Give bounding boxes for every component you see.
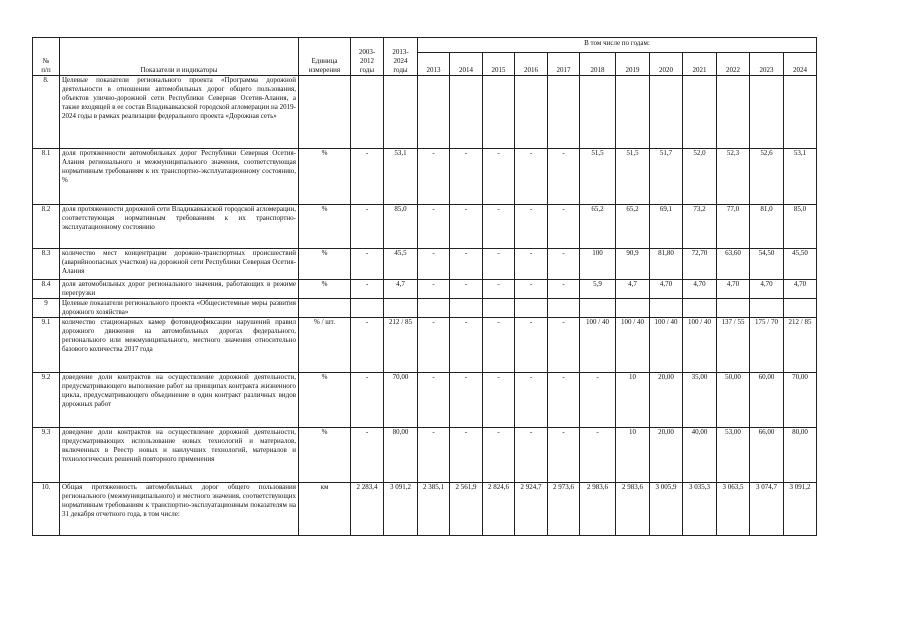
value-cell: 45,5	[384, 249, 418, 280]
value-cell: -	[515, 249, 548, 280]
unit-cell: %	[299, 205, 351, 249]
value-cell: 51,7	[650, 149, 683, 205]
value-cell: 52,3	[717, 149, 750, 205]
value-cell: 40,00	[683, 428, 717, 483]
unit-cell: % / шт.	[299, 318, 351, 373]
value-cell: -	[515, 318, 548, 373]
value-cell: 100	[580, 249, 616, 280]
table-row	[33, 483, 817, 536]
value-cell: -	[548, 428, 580, 483]
row-number: 10.	[33, 483, 60, 536]
value-cell: 100 / 40	[580, 318, 616, 373]
value-cell: 2 824,6	[483, 483, 515, 536]
value-cell: -	[418, 249, 450, 280]
value-cell: -	[548, 205, 580, 249]
value-cell: -	[483, 373, 515, 428]
value-cell: 3 035,3	[683, 483, 717, 536]
value-cell: 85,0	[384, 205, 418, 249]
value-cell: 4,70	[784, 280, 817, 299]
value-cell	[616, 76, 650, 149]
indicator-name: доля автомобильных дорог регионального значения, работающих в режиме перегрузки	[60, 280, 299, 299]
header-period-2013-2024: 2013- 2024 годы	[384, 38, 418, 76]
value-cell: 212 / 85	[784, 318, 817, 373]
value-cell: -	[548, 149, 580, 205]
value-cell: -	[418, 318, 450, 373]
value-cell: 65,2	[616, 205, 650, 249]
value-cell: -	[351, 249, 384, 280]
unit-cell: %	[299, 149, 351, 205]
indicators-table	[32, 37, 817, 536]
indicator-name: доля протяженности автомобильных дорог Республики Северная Осетия-Алания регионального и межмуниципального значения, соответствующая нормативным требованиям к их транспортно-эксплуатационному состоянию, %	[60, 149, 299, 205]
header-by-years: В том числе по годам:	[418, 38, 817, 53]
value-cell: -	[548, 280, 580, 299]
value-cell	[717, 76, 750, 149]
unit-cell	[299, 299, 351, 318]
header-year: 2017	[548, 52, 580, 75]
header-year: 2013	[418, 52, 450, 75]
header-year: 2023	[750, 52, 784, 75]
value-cell: 2 385,1	[418, 483, 450, 536]
value-cell	[784, 299, 817, 318]
unit-cell: %	[299, 249, 351, 280]
row-number: 9	[33, 299, 60, 318]
value-cell: -	[580, 373, 616, 428]
value-cell: 80,00	[384, 428, 418, 483]
value-cell: 72,70	[683, 249, 717, 280]
value-cell: -	[450, 149, 483, 205]
value-cell: 2 983,6	[580, 483, 616, 536]
value-cell	[351, 299, 384, 318]
value-cell	[351, 76, 384, 149]
table-row	[33, 205, 817, 249]
value-cell	[450, 299, 483, 318]
value-cell: 3 074,7	[750, 483, 784, 536]
value-cell: -	[351, 205, 384, 249]
header-year: 2021	[683, 52, 717, 75]
value-cell: 4,70	[717, 280, 750, 299]
header-year: 2024	[784, 52, 817, 75]
value-cell: 51,5	[616, 149, 650, 205]
value-cell: 81,0	[750, 205, 784, 249]
value-cell: 53,1	[784, 149, 817, 205]
value-cell: -	[351, 428, 384, 483]
value-cell: -	[351, 280, 384, 299]
value-cell: 2 983,6	[616, 483, 650, 536]
value-cell: 66,00	[750, 428, 784, 483]
value-cell: -	[418, 280, 450, 299]
value-cell	[580, 299, 616, 318]
header-year: 2015	[483, 52, 515, 75]
indicator-name: доведение доли контрактов на осуществление дорожной деятельности, предусматривающего выполнение работ на принципах контракта жизненного цикла, предусматривающего объединение в один контракт различных видов дорожных работ	[60, 373, 299, 428]
value-cell: 3 005,9	[650, 483, 683, 536]
header-year: 2020	[650, 52, 683, 75]
value-cell: -	[483, 318, 515, 373]
value-cell	[548, 76, 580, 149]
value-cell: 3 091,2	[784, 483, 817, 536]
value-cell: -	[351, 318, 384, 373]
value-cell: -	[515, 428, 548, 483]
indicator-name: количество стационарных камер фотовидеофиксации нарушений правил дорожного движения на автомобильных дорогах федерального, регионального или межмуниципального, местного значения относительно базового количества 2017 года	[60, 318, 299, 373]
value-cell: -	[483, 205, 515, 249]
value-cell: 2 973,6	[548, 483, 580, 536]
value-cell	[515, 76, 548, 149]
value-cell	[750, 299, 784, 318]
indicator-name: доведение доли контрактов на осуществление дорожной деятельности, предусматривающих использование новых технологий и материалов, включенных в Реестр новых и наилучших технологий, материалов и технологических решений повторного применения	[60, 428, 299, 483]
value-cell: 35,00	[683, 373, 717, 428]
value-cell: 212 / 85	[384, 318, 418, 373]
value-cell: 77,0	[717, 205, 750, 249]
value-cell: -	[351, 149, 384, 205]
unit-cell: %	[299, 373, 351, 428]
value-cell: -	[515, 280, 548, 299]
value-cell	[515, 299, 548, 318]
value-cell: -	[548, 249, 580, 280]
value-cell: 60,00	[750, 373, 784, 428]
value-cell: 85,0	[784, 205, 817, 249]
value-cell: -	[515, 149, 548, 205]
value-cell	[683, 299, 717, 318]
value-cell: 2 924,7	[515, 483, 548, 536]
row-number: 9.3	[33, 428, 60, 483]
row-number: 8.2	[33, 205, 60, 249]
value-cell: -	[483, 428, 515, 483]
value-cell: -	[418, 373, 450, 428]
value-cell: 51,5	[580, 149, 616, 205]
value-cell: -	[418, 149, 450, 205]
value-cell: 10	[616, 373, 650, 428]
value-cell: 4,70	[750, 280, 784, 299]
value-cell	[548, 299, 580, 318]
value-cell: 54,50	[750, 249, 784, 280]
value-cell	[580, 76, 616, 149]
value-cell: -	[450, 373, 483, 428]
value-cell	[384, 76, 418, 149]
header-number: № п/п	[33, 38, 60, 76]
header-indicators: Показатели и индикаторы	[60, 38, 299, 76]
value-cell	[650, 76, 683, 149]
row-number: 8.	[33, 76, 60, 149]
value-cell: -	[515, 373, 548, 428]
value-cell	[418, 299, 450, 318]
value-cell: 137 / 55	[717, 318, 750, 373]
header-period-2003-2012: 2003- 2012 годы	[351, 38, 384, 76]
unit-cell: км	[299, 483, 351, 536]
unit-cell: %	[299, 280, 351, 299]
value-cell: -	[450, 205, 483, 249]
row-number: 8.3	[33, 249, 60, 280]
value-cell: 81,80	[650, 249, 683, 280]
value-cell: 4,7	[616, 280, 650, 299]
value-cell: 20,00	[650, 428, 683, 483]
value-cell: 52,6	[750, 149, 784, 205]
value-cell	[784, 76, 817, 149]
value-cell: 5,9	[580, 280, 616, 299]
table-row	[33, 280, 817, 299]
value-cell: -	[418, 428, 450, 483]
value-cell: -	[450, 318, 483, 373]
value-cell: -	[483, 280, 515, 299]
table-row	[33, 149, 817, 205]
indicator-name: Целевые показатели регионального проекта «Общесистемные меры развития дорожного хозяйства»	[60, 299, 299, 318]
unit-cell	[299, 76, 351, 149]
indicator-name: количество мест концентрации дорожно-транспортных происшествий (аварийноопасных участков) на дорожной сети Республики Северная Осетия-Алания	[60, 249, 299, 280]
header-year: 2019	[616, 52, 650, 75]
value-cell: -	[418, 205, 450, 249]
header-year: 2014	[450, 52, 483, 75]
value-cell: -	[450, 249, 483, 280]
header-year: 2016	[515, 52, 548, 75]
value-cell: 73,2	[683, 205, 717, 249]
value-cell: 69,1	[650, 205, 683, 249]
value-cell: 3 063,5	[717, 483, 750, 536]
value-cell: 2 283,4	[351, 483, 384, 536]
value-cell: -	[450, 280, 483, 299]
row-number: 9.1	[33, 318, 60, 373]
value-cell	[616, 299, 650, 318]
value-cell: 4,70	[683, 280, 717, 299]
row-number: 9.2	[33, 373, 60, 428]
indicator-name: Целевые показатели регионального проекта «Программа дорожной деятельности в отношении автомобильных дорог общего пользования, объектов улично-дорожной сети Республики Северная Осетия-Алания, а также входящей в ее состав Владикавказской городской агломерации на 2019-2024 годы в рамках реализации федерального проекта «Дорожная сеть»	[60, 76, 299, 149]
value-cell: 53,00	[717, 428, 750, 483]
indicator-name: Общая протяженность автомобильных дорог общего пользования регионального (межмуниципального) и местного значения, соответствующих нормативным требованиям к транспортно-эксплуатационным показателям на 31 декабря отчетного года, в том числе:	[60, 483, 299, 536]
unit-cell: %	[299, 428, 351, 483]
value-cell	[750, 76, 784, 149]
value-cell: 100 / 40	[650, 318, 683, 373]
table-row	[33, 428, 817, 483]
row-number: 8.4	[33, 280, 60, 299]
value-cell: -	[515, 205, 548, 249]
header-year: 2018	[580, 52, 616, 75]
header-year: 2022	[717, 52, 750, 75]
row-number: 8.1	[33, 149, 60, 205]
value-cell	[483, 299, 515, 318]
value-cell: 4,7	[384, 280, 418, 299]
value-cell: -	[580, 428, 616, 483]
value-cell: 80,00	[784, 428, 817, 483]
value-cell: -	[483, 249, 515, 280]
value-cell	[450, 76, 483, 149]
table-row	[33, 76, 817, 149]
table-row	[33, 318, 817, 373]
value-cell	[418, 76, 450, 149]
value-cell	[650, 299, 683, 318]
value-cell: 4,70	[650, 280, 683, 299]
value-cell: 90,9	[616, 249, 650, 280]
value-cell: 10	[616, 428, 650, 483]
table-row	[33, 299, 817, 318]
value-cell: 50,00	[717, 373, 750, 428]
value-cell: 53,1	[384, 149, 418, 205]
value-cell	[384, 299, 418, 318]
value-cell: 100 / 40	[683, 318, 717, 373]
value-cell	[683, 76, 717, 149]
value-cell: 65,2	[580, 205, 616, 249]
table-row	[33, 373, 817, 428]
value-cell: 70,00	[384, 373, 418, 428]
value-cell: -	[548, 373, 580, 428]
value-cell: 70,00	[784, 373, 817, 428]
header-unit: Единица измерения	[299, 38, 351, 76]
value-cell: 100 / 40	[616, 318, 650, 373]
value-cell: 175 / 70	[750, 318, 784, 373]
value-cell: -	[483, 149, 515, 205]
value-cell: 3 091,2	[384, 483, 418, 536]
value-cell: 20,00	[650, 373, 683, 428]
value-cell: 2 561,9	[450, 483, 483, 536]
value-cell	[717, 299, 750, 318]
value-cell: 45,50	[784, 249, 817, 280]
table-row	[33, 249, 817, 280]
value-cell: -	[450, 428, 483, 483]
value-cell: 52,0	[683, 149, 717, 205]
value-cell: -	[548, 318, 580, 373]
value-cell: 63,60	[717, 249, 750, 280]
indicator-name: доля протяженности дорожной сети Владикавказской городской агломерации, соответствующая нормативным требованиям к их транспортно-эксплуатационному состоянию	[60, 205, 299, 249]
value-cell: -	[351, 373, 384, 428]
value-cell	[483, 76, 515, 149]
